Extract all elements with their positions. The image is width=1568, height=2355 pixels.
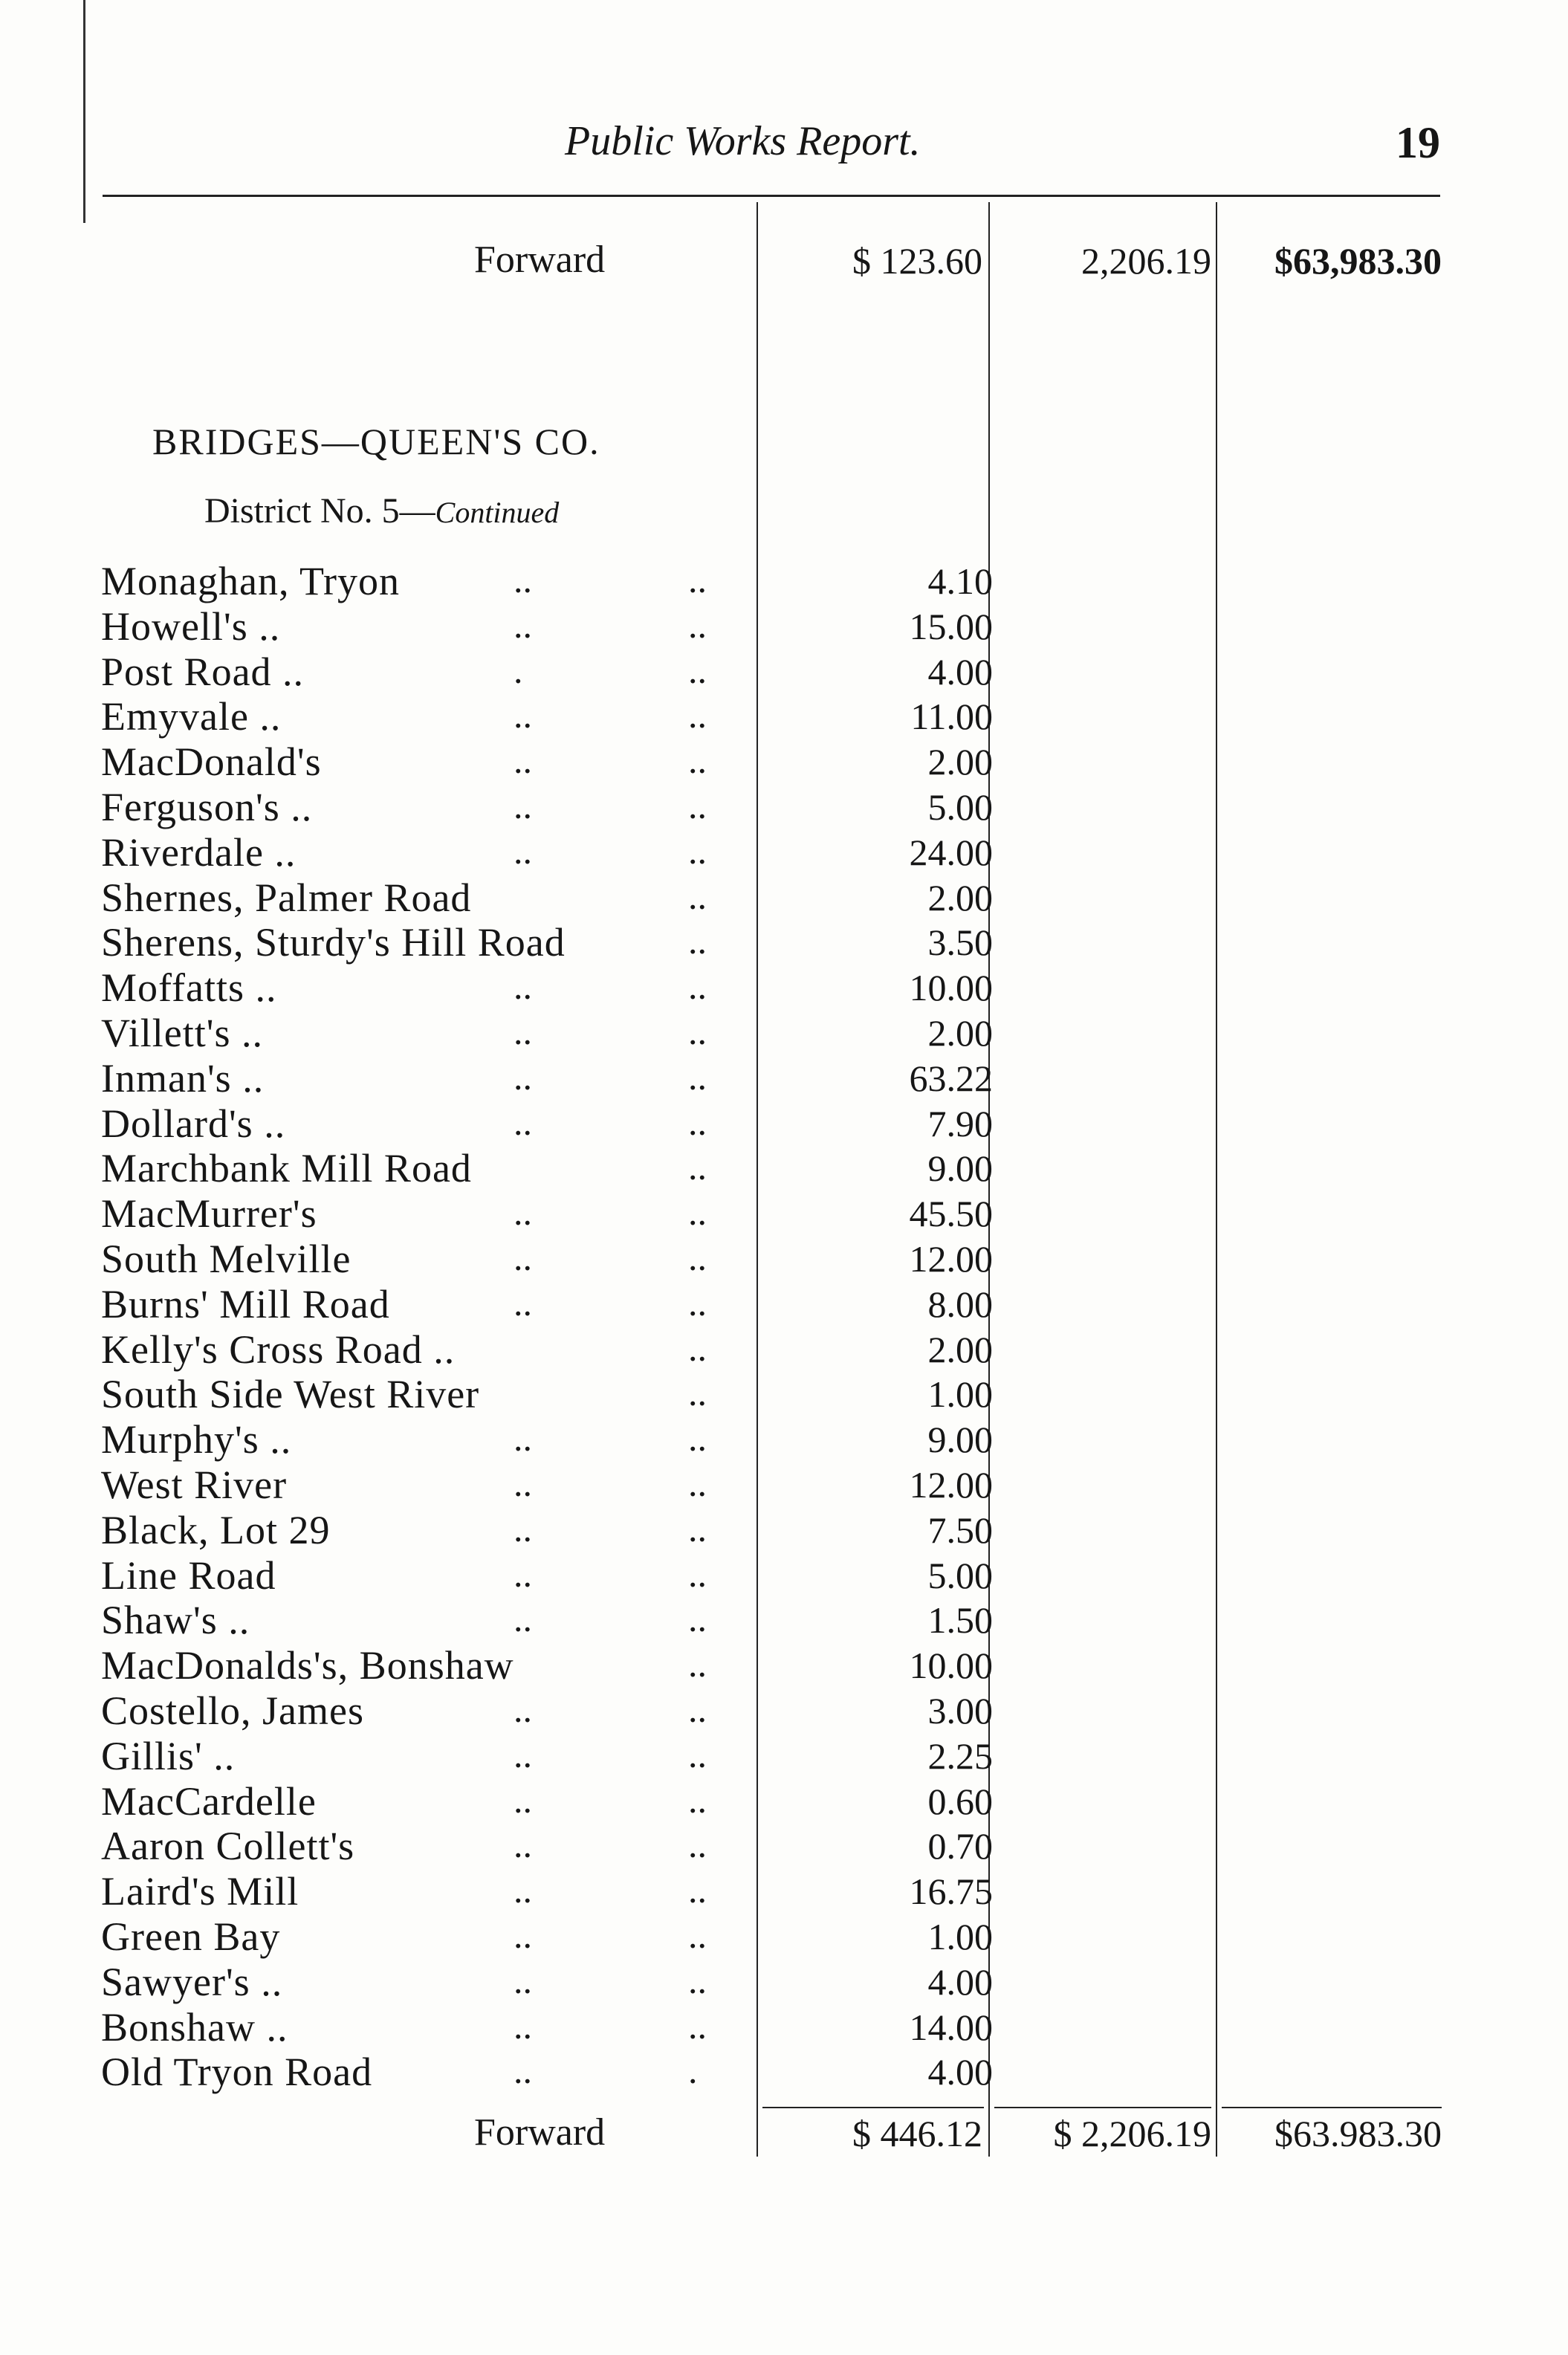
leader-dots: ..: [514, 739, 532, 782]
bridge-amount: 24.00: [909, 831, 993, 873]
leader-dots: ..: [514, 1417, 532, 1460]
bridge-name: Line Road: [101, 1552, 276, 1598]
forward-top-col3: $63,983.30: [1274, 240, 1442, 282]
table-row: [101, 1508, 993, 1553]
bridge-name: Murphy's ..: [101, 1417, 292, 1462]
leader-dots: ..: [514, 603, 532, 646]
bridge-name: West River: [101, 1462, 288, 1507]
bridge-amount: 45.50: [909, 1193, 993, 1235]
table-row: [101, 1372, 993, 1417]
leader-dots: ..: [514, 1959, 532, 2001]
leader-dots: ..: [688, 1914, 707, 1956]
bridge-amount: 2.00: [927, 741, 993, 783]
table-row: [101, 785, 993, 830]
leader-dots: ..: [688, 559, 707, 600]
table-row: [101, 1688, 993, 1734]
leader-dots: ..: [688, 1643, 707, 1685]
page-number: 19: [1396, 118, 1440, 167]
bridge-amount: 7.90: [927, 1102, 993, 1144]
forward-bottom-col1: $ 446.12: [852, 2113, 982, 2154]
table-row: [101, 830, 993, 875]
leader-dots: .: [514, 649, 523, 691]
leader-dots: ..: [688, 1191, 707, 1234]
district-label: District No. 5—: [204, 491, 435, 531]
header-rule: [103, 195, 1440, 197]
bridge-amount: 2.00: [927, 1328, 993, 1370]
leader-dots: ..: [688, 1010, 707, 1052]
leader-dots: ..: [514, 1101, 532, 1143]
leader-dots: ..: [514, 829, 532, 872]
table-row: [101, 2005, 993, 2050]
leader-dots: ..: [514, 1824, 532, 1866]
leader-dots: ..: [688, 965, 707, 1008]
bridge-amount: 2.00: [927, 876, 993, 919]
bridge-name: MacDonalds's, Bonshaw: [101, 1643, 514, 1688]
bridge-amount: 1.00: [927, 1373, 993, 1416]
leader-dots: ..: [514, 1598, 532, 1640]
bridge-name: Emyvale ..: [101, 694, 282, 739]
table-row: [101, 875, 993, 921]
bridge-name: MacDonald's: [101, 739, 322, 785]
bridge-amount: 11.00: [910, 696, 993, 738]
leader-dots: ..: [688, 2004, 707, 2047]
leader-dots: ..: [688, 649, 707, 691]
table-row: [101, 1011, 993, 1056]
bridge-amount: 10.00: [909, 1645, 993, 1687]
table-row: [101, 920, 993, 965]
total-rule-col3: [1222, 2107, 1442, 2108]
leader-dots: ..: [688, 1055, 707, 1098]
leader-dots: ..: [514, 1010, 532, 1052]
bridge-amount: 15.00: [909, 605, 993, 647]
bridge-amount: 4.00: [927, 2051, 993, 2093]
leader-dots: ..: [688, 739, 707, 782]
leader-dots: ..: [514, 2050, 532, 2092]
forward-bottom-col3: $63.983.30: [1274, 2113, 1442, 2154]
leader-dots: ..: [688, 1778, 707, 1821]
bridge-name: Burns' Mill Road: [101, 1281, 390, 1326]
leader-dots: ..: [688, 1824, 707, 1866]
left-margin-rule: [83, 0, 85, 223]
table-row: [101, 1237, 993, 1282]
leader-dots: ..: [514, 1552, 532, 1595]
bridge-name: Monaghan, Tryon: [101, 559, 401, 603]
leader-dots: ..: [688, 1869, 707, 1911]
bridge-amount: 5.00: [927, 1554, 993, 1596]
table-row: [101, 2050, 993, 2095]
bridge-amount: 16.75: [909, 1870, 993, 1913]
bridge-amount: 8.00: [927, 1283, 993, 1325]
leader-dots: ..: [688, 603, 707, 646]
bridge-name: Black, Lot 29: [101, 1507, 331, 1552]
table-row: [101, 1960, 993, 2005]
leader-dots: ..: [514, 1914, 532, 1956]
table-row: [101, 1914, 993, 1960]
bridge-amount: 4.00: [927, 1960, 993, 2003]
bridge-name: Moffatts ..: [101, 965, 277, 1011]
bridge-amount: 3.50: [927, 921, 993, 964]
bridge-amount: 2.25: [927, 1734, 993, 1777]
bridge-name: Laird's Mill: [101, 1869, 299, 1914]
table-row: [101, 1146, 993, 1191]
bridge-name: Dollard's ..: [101, 1101, 286, 1146]
bridge-name: South Side West River: [101, 1372, 480, 1417]
table-row: [101, 1462, 993, 1508]
leader-dots: ..: [688, 1959, 707, 2001]
leader-dots: ..: [514, 784, 532, 826]
bridge-name: Gillis' ..: [101, 1733, 236, 1778]
running-head: Public Works Report.: [565, 118, 921, 164]
leader-dots: ..: [514, 1869, 532, 1911]
leader-dots: ..: [688, 1507, 707, 1549]
bridge-name: South Melville: [101, 1236, 351, 1281]
table-row: [101, 1734, 993, 1779]
bridge-name: Riverdale ..: [101, 829, 297, 875]
bridge-name: Sherens, Sturdy's Hill Road: [101, 920, 566, 965]
bridge-name: Aaron Collett's: [101, 1824, 355, 1869]
total-rule-col2: [994, 2107, 1211, 2108]
leader-dots: ..: [688, 920, 707, 962]
bridge-name: Inman's ..: [101, 1055, 265, 1101]
leader-dots: ..: [514, 1281, 532, 1324]
district-heading: [204, 490, 559, 531]
leader-dots: ..: [514, 1733, 532, 1775]
table-row: [101, 1056, 993, 1101]
leader-dots: ..: [688, 1101, 707, 1143]
leader-dots: ..: [514, 1688, 532, 1730]
leader-dots: ..: [514, 2004, 532, 2047]
bridge-name: Shernes, Palmer Road: [101, 875, 472, 920]
table-row: [101, 1417, 993, 1462]
leader-dots: ..: [514, 1191, 532, 1234]
bridge-amount: 3.00: [927, 1689, 993, 1732]
bridge-amount: 14.00: [909, 2006, 993, 2048]
bridge-name: Bonshaw ..: [101, 2004, 288, 2050]
bridge-name: Villett's ..: [101, 1010, 263, 1055]
bridge-list: [101, 559, 993, 2095]
leader-dots: ..: [688, 784, 707, 826]
district-continued: Continued: [435, 496, 560, 529]
table-row: [101, 1824, 993, 1869]
bridge-name: Costello, James: [101, 1688, 364, 1733]
bridge-name: Old Tryon Road: [101, 2050, 373, 2095]
bridge-name: Sawyer's ..: [101, 1959, 283, 2004]
leader-dots: ..: [514, 965, 532, 1008]
table-row: [101, 965, 993, 1011]
table-row: [101, 1643, 993, 1688]
leader-dots: ..: [688, 1236, 707, 1278]
leader-dots: ..: [514, 1462, 532, 1504]
table-row: [101, 650, 993, 695]
forward-bottom-col2: $ 2,206.19: [1053, 2113, 1211, 2154]
leader-dots: ..: [688, 1598, 707, 1640]
bridge-amount: 5.00: [927, 785, 993, 828]
table-row: [101, 604, 993, 650]
table-row: [101, 694, 993, 739]
table-row: [101, 1282, 993, 1327]
bridge-amount: 1.50: [927, 1599, 993, 1642]
leader-dots: ..: [514, 1055, 532, 1098]
leader-dots: ..: [688, 829, 707, 872]
table-row: [101, 1327, 993, 1373]
leader-dots: ..: [514, 694, 532, 736]
leader-dots: ..: [514, 1236, 532, 1278]
table-row: [101, 1598, 993, 1643]
table-row: [101, 559, 993, 604]
leader-dots: ..: [688, 1281, 707, 1324]
section-title: BRIDGES—QUEEN'S CO.: [152, 421, 600, 462]
bridge-name: MacCardelle: [101, 1778, 317, 1824]
bridge-amount: 63.22: [909, 1057, 993, 1099]
bridge-amount: 0.70: [927, 1825, 993, 1868]
table-row: [101, 1779, 993, 1824]
bridge-amount: 4.00: [927, 650, 993, 693]
leader-dots: ..: [688, 1417, 707, 1460]
bridge-name: Post Road ..: [101, 649, 305, 694]
forward-label-bottom: Forward: [474, 2111, 606, 2154]
bridge-amount: 2.00: [927, 1011, 993, 1054]
bridge-name: MacMurrer's: [101, 1191, 317, 1237]
table-row: [101, 1869, 993, 1914]
bridge-amount: 0.60: [927, 1780, 993, 1822]
table-row: [101, 1101, 993, 1147]
bridge-amount: 7.50: [927, 1509, 993, 1551]
column-divider-3: [1216, 202, 1217, 2157]
table-row: [101, 1553, 993, 1598]
bridge-amount: 12.00: [909, 1463, 993, 1506]
bridge-amount: 10.00: [909, 967, 993, 1009]
leader-dots: ..: [688, 1146, 707, 1188]
leader-dots: ..: [688, 1326, 707, 1369]
leader-dots: ..: [514, 1507, 532, 1549]
leader-dots: ..: [688, 1688, 707, 1730]
table-row: [101, 739, 993, 785]
bridge-amount: 9.00: [927, 1147, 993, 1190]
leader-dots: ..: [688, 694, 707, 736]
bridge-amount: 4.10: [927, 560, 993, 602]
leader-dots: ..: [514, 1778, 532, 1821]
bridge-name: Marchbank Mill Road: [101, 1146, 472, 1191]
forward-label-top: Forward: [474, 239, 606, 281]
bridge-amount: 9.00: [927, 1419, 993, 1461]
forward-top-col1: $ 123.60: [852, 240, 982, 282]
table-row: [101, 1191, 993, 1237]
bridge-name: Kelly's Cross Road ..: [101, 1326, 456, 1372]
leader-dots: ..: [688, 1733, 707, 1775]
leader-dots: ..: [514, 559, 532, 600]
bridge-amount: 12.00: [909, 1237, 993, 1280]
bridge-name: Howell's ..: [101, 603, 281, 649]
forward-top-col2: 2,206.19: [1081, 240, 1211, 282]
bridge-amount: 1.00: [927, 1915, 993, 1957]
leader-dots: ..: [688, 875, 707, 917]
leader-dots: .: [688, 2050, 698, 2092]
bridge-name: Green Bay: [101, 1914, 281, 1959]
leader-dots: ..: [688, 1372, 707, 1414]
bridge-name: Ferguson's ..: [101, 784, 313, 829]
leader-dots: ..: [688, 1462, 707, 1504]
total-rule-col1: [762, 2107, 984, 2108]
leader-dots: ..: [688, 1552, 707, 1595]
bridge-name: Shaw's ..: [101, 1598, 250, 1643]
